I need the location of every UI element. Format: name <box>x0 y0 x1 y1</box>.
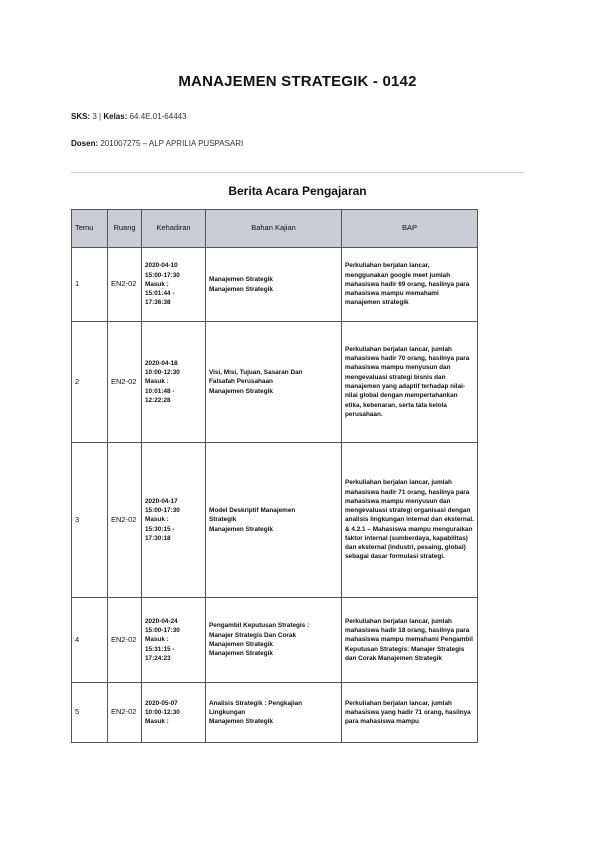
kehadiran-line: 17:30:18 <box>145 534 171 542</box>
dosen-label: Dosen: <box>71 139 99 148</box>
dosen-value: 201007275 – ALP APRILIA PUSPASARI <box>100 139 244 148</box>
bahan-line: Model Deskriptif Manajemen <box>209 507 296 515</box>
bahan-line: Manajemen Strategik <box>209 525 273 533</box>
cell-bap: Perkuliahan berjalan lancar, jumlah mahasiswa yang hadir 71 orang, hasilnya para mahasiswa mampu <box>342 683 478 743</box>
cell-ruang: EN2-02 <box>108 598 142 683</box>
kehadiran-line: Masuk : <box>145 636 169 644</box>
header-ruang: Ruang <box>108 210 142 248</box>
meta-separator: | <box>99 112 102 121</box>
kehadiran-line: Masuk : <box>145 378 169 386</box>
kehadiran-line: 2020-04-18 <box>145 359 178 367</box>
kehadiran-line: Masuk : <box>145 516 169 524</box>
cell-bahan-kajian <box>206 598 342 683</box>
kelas-label: Kelas: <box>103 112 128 121</box>
cell-kehadiran <box>142 683 206 743</box>
kehadiran-line: 15:00-17:30 <box>145 271 180 279</box>
lecturer-meta <box>71 139 243 148</box>
bahan-line: Analisis Strategik : Pengkajian <box>209 699 303 707</box>
bahan-line: Manajemen Strategik <box>209 650 273 658</box>
cell-bap: Perkuliahan berjalan lancar, menggunakan google meet jumlah mahasiswa hadir 69 orang, hasilnya para mahasiswa mampu memahami manajemen strategik <box>342 248 478 322</box>
cell-temu: 1 <box>72 248 108 322</box>
bahan-line: Manajemen Strategik <box>209 387 273 395</box>
kehadiran-line: 10:01:48 - <box>145 387 175 395</box>
section-title: Berita Acara Pengajaran <box>228 184 367 198</box>
cell-kehadiran <box>142 598 206 683</box>
header-bap: BAP <box>342 210 478 248</box>
course-meta <box>71 112 187 121</box>
kehadiran-line: 2020-04-17 <box>145 497 178 505</box>
bahan-line: Strategik <box>209 516 237 524</box>
cell-ruang: EN2-02 <box>108 683 142 743</box>
sks-value: 3 <box>92 112 97 121</box>
cell-bahan-kajian <box>206 322 342 443</box>
table-row <box>72 683 478 743</box>
sks-label: SKS: <box>71 112 91 121</box>
cell-bap: Perkuliahan berjalan lancar, jumlah mahasiswa hadir 71 orang, hasilnya para mahasiswa mampu menyusun dan mengevaluasi strategi organisasi dengan analisis lingkungan internal dan eksternal. & 4.2.1 – Mahasiswa mampu menguraikan faktor internal (sumberdaya, kapabilitas) dan eksternal (industri, pesaing, global) sebagai dasar formulasi strategi. <box>342 443 478 598</box>
kehadiran-line: 15:00-17:30 <box>145 627 180 635</box>
cell-bahan-kajian <box>206 443 342 598</box>
bahan-line: Manajemen Strategik <box>209 285 273 293</box>
kehadiran-line: 15:00-17:30 <box>145 507 180 515</box>
kelas-value: 64.4E.01-64443 <box>129 112 187 121</box>
divider <box>71 172 524 173</box>
kehadiran-line: 2020-05-07 <box>145 699 178 707</box>
kehadiran-line: 17:24:23 <box>145 654 171 662</box>
cell-bahan-kajian <box>206 248 342 322</box>
bahan-line: Manajemen Strategik <box>209 276 273 284</box>
kehadiran-line: 2020-04-10 <box>145 262 178 270</box>
kehadiran-line: Masuk : <box>145 718 169 726</box>
kehadiran-line: 17:36:38 <box>145 299 171 307</box>
cell-kehadiran <box>142 322 206 443</box>
bahan-line: Manajer Strategis Dan Corak <box>209 631 297 639</box>
page-title: MANAJEMEN STRATEGIK - 0142 <box>178 73 417 90</box>
cell-bap: Perkuliahan berjalan lancar, jumlah mahasiswa hadir 18 orang, hasilnya para mahasiswa mampu memahami Pengambil Keputusan Strategis: Manajer Strategis dan Corak Manajemen Strategik <box>342 598 478 683</box>
kehadiran-line: 15:01:44 - <box>145 290 175 298</box>
kehadiran-line: 10:00-12:30 <box>145 708 180 716</box>
kehadiran-line: 2020-04-24 <box>145 617 178 625</box>
bahan-line: Lingkungan <box>209 708 246 716</box>
table-header-row <box>72 210 478 248</box>
cell-ruang: EN2-02 <box>108 248 142 322</box>
table-row <box>72 598 478 683</box>
kehadiran-line: 15:31:15 - <box>145 645 175 653</box>
table-row <box>72 248 478 322</box>
bahan-line: Visi, Misi, Tujuan, Sasaran Dan <box>209 369 303 377</box>
kehadiran-line: 12:22:28 <box>145 396 171 404</box>
kehadiran-line: 15:30:15 - <box>145 525 175 533</box>
table-row <box>72 443 478 598</box>
cell-bap: Perkuliahan berjalan lancar, jumlah mahasiswa hadir 70 orang, hasilnya para mahasiswa mampu menyusun dan mengevaluasi strategi bisnis dan manajemen yang adaptif terhadap nilai-nilai global dengan mempertahankan etika, kebenaran, serta tata kelola perusahaan. <box>342 322 478 443</box>
cell-temu: 5 <box>72 683 108 743</box>
header-temu: Temu <box>72 210 108 248</box>
header-bahan-kajian: Bahan Kajian <box>206 210 342 248</box>
kehadiran-line: Masuk : <box>145 280 169 288</box>
table-row <box>72 322 478 443</box>
header-kehadiran: Kehadiran <box>142 210 206 248</box>
cell-bahan-kajian <box>206 683 342 743</box>
cell-temu: 2 <box>72 322 108 443</box>
bahan-line: Pengambil Keputusan Strategis : <box>209 622 310 630</box>
cell-kehadiran <box>142 248 206 322</box>
cell-ruang: EN2-02 <box>108 322 142 443</box>
bahan-line: Falsafah Perusahaan <box>209 378 273 386</box>
cell-temu: 4 <box>72 598 108 683</box>
teaching-record-table <box>71 209 478 743</box>
bahan-line: Manajemen Strategik <box>209 718 273 726</box>
cell-temu: 3 <box>72 443 108 598</box>
cell-ruang: EN2-02 <box>108 443 142 598</box>
bahan-line: Manajemen Strategik <box>209 641 273 648</box>
cell-kehadiran <box>142 443 206 598</box>
kehadiran-line: 10:00-12:30 <box>145 369 180 377</box>
